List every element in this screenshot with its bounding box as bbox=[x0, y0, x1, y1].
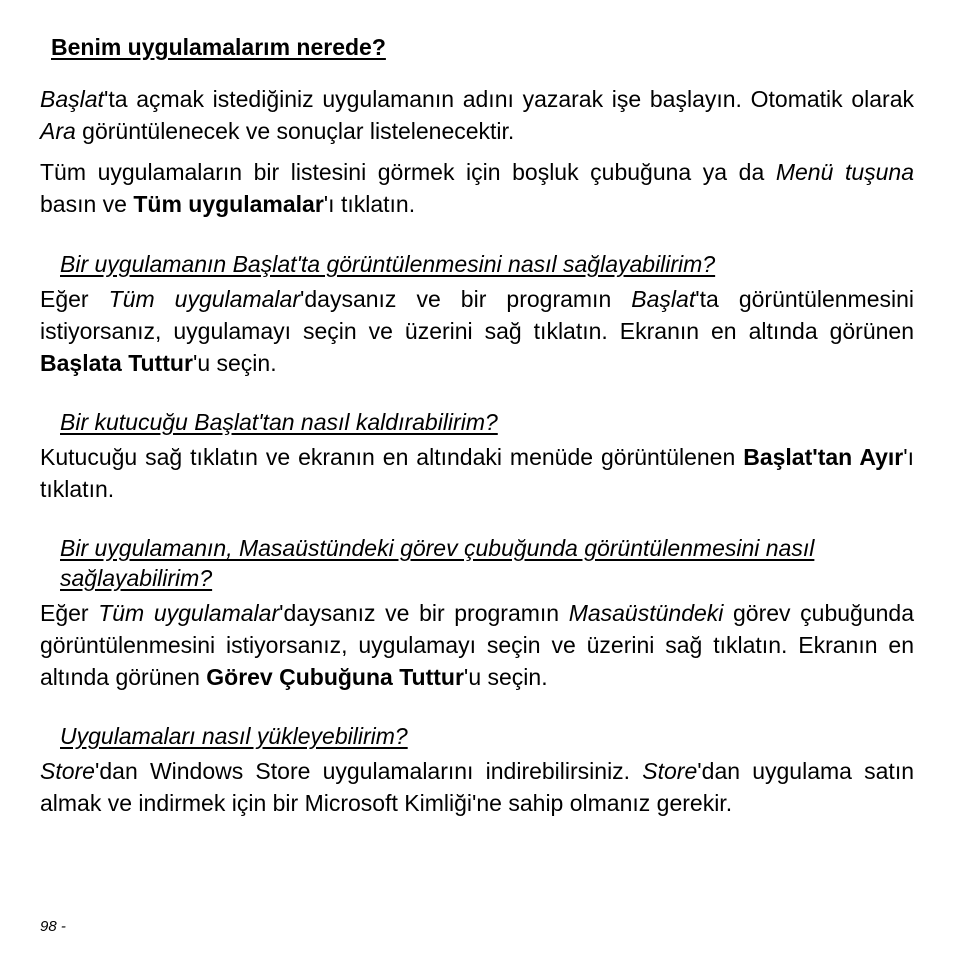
page-title: Benim uygulamalarım nerede? bbox=[51, 34, 386, 60]
answer-unpin-tile: Kutucuğu sağ tıklatın ve ekranın en altındaki menüde görüntülenen Başlat'tan Ayır'ı tıklatın. bbox=[40, 444, 914, 502]
store-term: Store bbox=[40, 758, 95, 784]
page-number: 98 - bbox=[40, 918, 66, 935]
question-pin-to-start: Bir uygulamanın Başlat'ta görüntülenmesini nasıl sağlayabilirim? bbox=[60, 251, 716, 277]
pin-to-start-term: Başlata Tuttur bbox=[40, 350, 193, 376]
answer-install-apps: Store'dan Windows Store uygulamalarını indirebilirsiniz. Store'dan uygulama satın almak ve indirmek için bir Microsoft Kimliği'ne sahip olmanız gerekir. bbox=[40, 758, 914, 816]
menu-key-term: Menü tuşuna bbox=[775, 159, 914, 185]
all-apps-term: Tüm uygulamalar bbox=[133, 191, 324, 217]
question-pin-to-taskbar: Bir uygulamanın, Masaüstündeki görev çubuğunda görüntülenmesini nasıl sağlayabilirim? bbox=[60, 535, 815, 591]
unpin-from-start-term: Başlat'tan Ayır bbox=[743, 444, 904, 470]
question-unpin-tile: Bir kutucuğu Başlat'tan nasıl kaldırabilirim? bbox=[60, 409, 498, 435]
pin-to-taskbar-term: Görev Çubuğuna Tuttur bbox=[206, 664, 464, 690]
search-term: Ara bbox=[40, 118, 76, 144]
answer-pin-to-taskbar: Eğer Tüm uygulamalar'daysanız ve bir programın Masaüstündeki görev çubuğunda görüntülenmesini istiyorsanız, uygulamayı seçin ve üzerini sağ tıklatın. Ekranın en altında görünen Görev Çubuğuna Tuttur'u seçin. bbox=[40, 600, 914, 690]
question-install-apps: Uygulamaları nasıl yükleyebilirim? bbox=[60, 723, 408, 749]
all-apps-paragraph: Tüm uygulamaların bir listesini görmek için boşluk çubuğuna ya da Menü tuşuna basın ve Tüm uygulamalar'ı tıklatın. bbox=[40, 159, 914, 217]
document-page bbox=[40, 30, 914, 819]
intro-paragraph: Başlat'ta açmak istediğiniz uygulamanın adını yazarak işe başlayın. Otomatik olarak Ara görüntülenecek ve sonuçlar listelenecektir. bbox=[40, 86, 914, 144]
start-term: Başlat bbox=[40, 86, 104, 112]
answer-pin-to-start: Eğer Tüm uygulamalar'daysanız ve bir programın Başlat'ta görüntülenmesini istiyorsanız, uygulamayı seçin ve üzerini sağ tıklatın. Ekranın en altında görünen Başlata Tuttur'u seçin. bbox=[40, 286, 915, 376]
